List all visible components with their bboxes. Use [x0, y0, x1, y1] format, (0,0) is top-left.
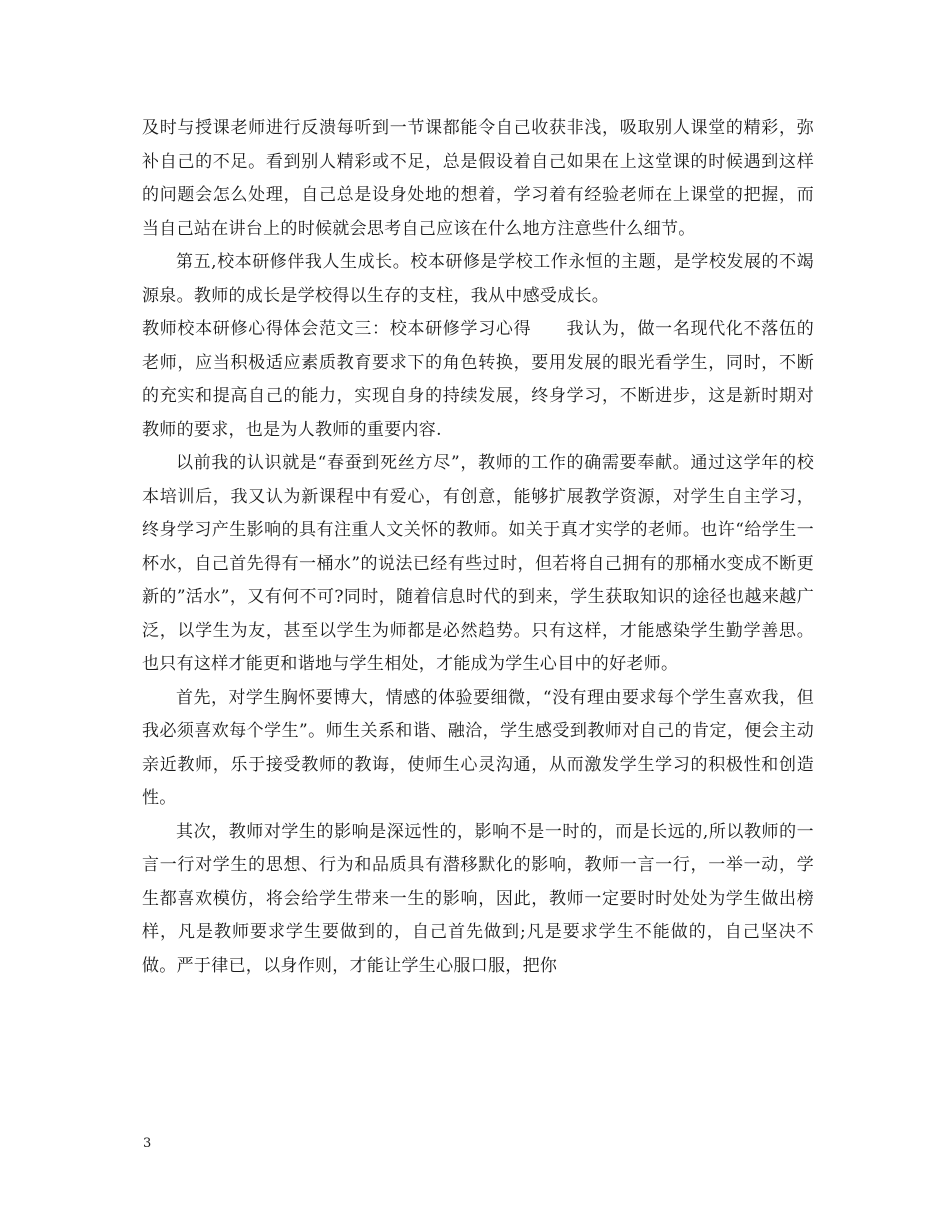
paragraph-3: 教师校本研修心得体会范文三：校本研修学习心得 我认为，做一名现代化不落伍的老师，应当积极适应素质教育要求下的角色转换，要用发展的眼光看学生，同时，不断的充实和提高自己的能力，实现自身的持续发展，终身学习，不断进步，这是新时期对教师的要求，也是为人教师的重要内容.	[142, 319, 814, 440]
paragraph-5: 首先，对学生胸怀要博大，情感的体验要细微，“没有理由要求每个学生喜欢我，但我必须喜欢每个学生”。师生关系和谐、融洽，学生感受到教师对自己的肯定，便会主动亲近教师，乐于接受教师的教诲，使师生心灵沟通，从而激发学生学习的积极性和创造性。	[142, 687, 814, 808]
paragraph-6: 其次，教师对学生的影响是深远性的，影响不是一时的，而是长远的,所以教师的一言一行对学生的思想、行为和品质具有潜移默化的影响，教师一言一行，一举一动，学生都喜欢模仿，将会给学生带来一生的影响，因此，教师一定要时时处处为学生做出榜样，凡是教师要求学生要做到的，自己首先做到;凡是要求学生不能做的，自己坚决不做。严于律已，以身作则，才能让学生心服口服，把你	[142, 821, 814, 976]
paragraph-2: 第五,校本研修伴我人生成长。校本研修是学校工作永恒的主题，是学校发展的不竭源泉。教师的成长是学校得以生存的支柱，我从中感受成长。	[142, 252, 814, 306]
paragraph-4: 以前我的认识就是“春蚕到死丝方尽”，教师的工作的确需要奉献。通过这学年的校本培训后，我又认为新课程中有爱心，有创意，能够扩展教学资源，对学生自主学习，终身学习产生影响的具有注重人文关怀的教师。如关于真才实学的老师。也许“给学生一杯水，自己首先得有一桶水”的说法已经有些过时，但若将自己拥有的那桶水变成不断更新的”活水”，又有何不可?同时，随着信息时代的到来，学生获取知识的途径也越来越广泛，以学生为友，甚至以学生为师都是必然趋势。只有这样，才能感染学生勤学善思。也只有这样才能更和谐地与学生相处，才能成为学生心目中的好老师。	[142, 453, 814, 674]
page-number: 3	[143, 1136, 152, 1151]
document-body	[142, 112, 814, 983]
paragraph-1: 及时与授课老师进行反溃每听到一节课都能令自己收获非浅，吸取别人课堂的精彩，弥补自己的不足。看到别人精彩或不足，总是假设着自己如果在上这堂课的时候遇到这样的问题会怎么处理，自己总是设身处地的想着，学习着有经验老师在上课堂的把握，而当自己站在讲台上的时候就会思考自己应该在什么地方注意些什么细节。	[142, 118, 814, 239]
